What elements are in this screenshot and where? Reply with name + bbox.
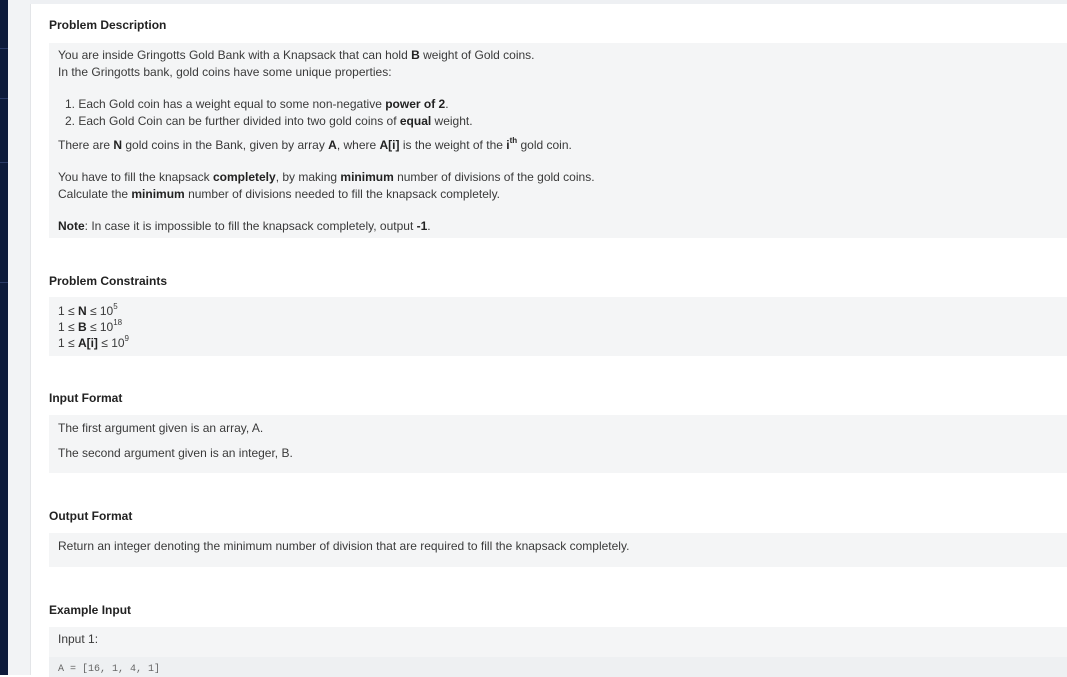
list-item: 2. Each Gold Coin can be further divided into two gold coins of equal weight. <box>65 114 473 128</box>
rail-divider <box>0 48 8 49</box>
list-item: 1. Each Gold coin has a weight equal to some non-negative power of 2. <box>65 97 449 111</box>
constraint-line: $1 \le B \le 10^{18}$ <box>58 318 123 334</box>
constraint-line: $1 \le A[i] \le 10^9$ <box>58 334 129 350</box>
rail-divider <box>0 98 8 99</box>
rail-divider <box>0 282 8 283</box>
top-strip <box>30 0 1067 4</box>
description-line: Calculate the minimum number of divisions needed to fill the knapsack completely. <box>58 187 501 201</box>
description-line: In the Gringotts bank, gold coins have some unique properties: <box>58 65 392 79</box>
constraint-line: $1 \le N \le 10^5$ <box>58 302 118 318</box>
problem-constraints-box <box>49 297 1067 356</box>
problem-constraints-heading: Problem Constraints <box>49 274 168 288</box>
example-input-heading: Example Input <box>49 603 132 617</box>
output-format-line: Return an integer denoting the minimum number of division that are required to fill the knapsack completely. <box>58 539 630 553</box>
page-gutter <box>8 0 31 675</box>
left-navigation-rail <box>0 0 8 675</box>
rail-divider <box>0 162 8 163</box>
example-input-label: Input 1: <box>58 632 99 646</box>
example-input-box <box>49 627 1067 675</box>
problem-description-box <box>49 43 1067 238</box>
description-line: There are N gold coins in the Bank, given by array A, where A[i] is the weight of the $i^{th}$ gold coin. <box>58 136 572 152</box>
input-format-line: The first argument given is an array, A. <box>58 421 264 435</box>
input-format-line: The second argument given is an integer, B. <box>58 446 293 460</box>
example-code: A = [16, 1, 4, 1] <box>58 664 161 675</box>
output-format-heading: Output Format <box>49 509 133 523</box>
input-format-box <box>49 415 1067 473</box>
example-code-block <box>49 657 1067 677</box>
description-line: You have to fill the knapsack completely, by making minimum number of divisions of the gold coins. <box>58 170 595 184</box>
problem-description-heading: Problem Description <box>49 18 167 32</box>
output-format-box <box>49 533 1067 567</box>
input-format-heading: Input Format <box>49 391 123 405</box>
description-line: You are inside Gringotts Gold Bank with a Knapsack that can hold B weight of Gold coins. <box>58 48 535 62</box>
note-line: Note: In case it is impossible to fill the knapsack completely, output -1. <box>58 219 431 233</box>
